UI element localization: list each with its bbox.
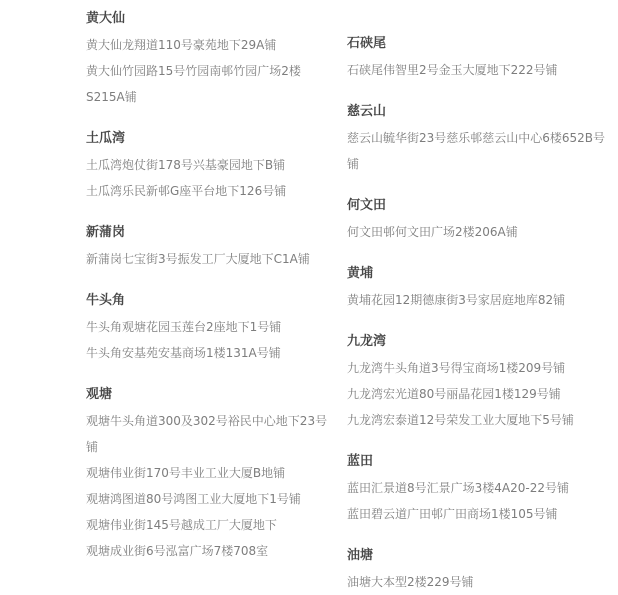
- district-section: [347, 99, 613, 177]
- district-section: [347, 543, 613, 595]
- district-section: [347, 329, 613, 433]
- district-heading: 石硖尾: [347, 36, 387, 51]
- address-list: [347, 219, 613, 245]
- district-heading: 九龙湾: [347, 334, 387, 349]
- district-heading: 新蒲岗: [86, 225, 126, 240]
- address-line: 何文田邨何文田广场2楼206A铺: [347, 225, 518, 239]
- district-heading: 土瓜湾: [86, 131, 126, 146]
- district-section: [86, 220, 334, 272]
- address-line: 观塘鸿图道80号鸿图工业大厦地下1号铺: [86, 492, 301, 506]
- address-list: [86, 408, 334, 564]
- address-line: 九龙湾宏泰道12号荣发工业大厦地下5号铺: [347, 413, 574, 427]
- district-section: [86, 288, 334, 366]
- district-heading: 油塘: [347, 548, 374, 563]
- address-line: 观塘伟业街170号丰业工业大厦B地铺: [86, 466, 286, 480]
- district-section: [347, 261, 613, 313]
- column-left: [86, 6, 334, 564]
- address-line: 黄大仙龙翔道110号豪苑地下29A铺: [86, 38, 277, 52]
- address-list: [86, 152, 334, 204]
- district-heading: 黄大仙: [86, 11, 126, 26]
- address-line: 观塘牛头角道300及302号裕民中心地下23号铺: [86, 414, 328, 454]
- address-list: [86, 246, 334, 272]
- address-list: [86, 32, 334, 110]
- address-list: [347, 475, 613, 527]
- district-section: [86, 382, 334, 564]
- address-line: 土瓜湾乐民新邨G座平台地下126号铺: [86, 184, 287, 198]
- address-list: [347, 125, 613, 177]
- district-section: [347, 31, 613, 83]
- address-line: 牛头角安基苑安基商场1楼131A号铺: [86, 346, 281, 360]
- district-section: [86, 6, 334, 110]
- address-line: 土瓜湾炮仗街178号兴基豪园地下B铺: [86, 158, 286, 172]
- address-line: 观塘成业街6号泓富广场7楼708室: [86, 544, 269, 558]
- column-right: [347, 6, 613, 595]
- district-heading: 牛头角: [86, 293, 126, 308]
- district-heading: 蓝田: [347, 454, 374, 469]
- address-line: 观塘伟业街145号越成工厂大厦地下: [86, 518, 277, 532]
- address-line: 慈云山毓华街23号慈乐邨慈云山中心6楼652B号铺: [347, 131, 606, 171]
- address-line: 蓝田汇景道8号汇景广场3楼4A20-22号铺: [347, 481, 569, 495]
- district-heading: 观塘: [86, 387, 113, 402]
- address-list: [347, 287, 613, 313]
- address-line: 新蒲岗七宝街3号振发工厂大厦地下C1A铺: [86, 252, 310, 266]
- address-line: 九龙湾宏光道80号丽晶花园1楼129号铺: [347, 387, 561, 401]
- address-list: [347, 355, 613, 433]
- address-list: [347, 57, 613, 83]
- district-heading: 慈云山: [347, 104, 387, 119]
- address-list: [86, 314, 334, 366]
- address-line: 蓝田碧云道广田邨广田商场1楼105号铺: [347, 507, 558, 521]
- district-heading: 何文田: [347, 198, 387, 213]
- address-line: 石硖尾伟智里2号金玉大厦地下222号铺: [347, 63, 558, 77]
- district-section: [347, 449, 613, 527]
- district-section: [347, 193, 613, 245]
- address-line: 九龙湾牛头角道3号得宝商场1楼209号铺: [347, 361, 566, 375]
- address-line: 牛头角观塘花园玉莲台2座地下1号铺: [86, 320, 282, 334]
- address-line: 黄大仙竹园路15号竹园南邨竹园广场2楼S215A铺: [86, 64, 301, 104]
- address-line: 黄埔花园12期德康街3号家居庭地库82铺: [347, 293, 566, 307]
- district-heading: 黄埔: [347, 266, 374, 281]
- address-line: 油塘大本型2楼229号铺: [347, 575, 474, 589]
- address-list: [347, 569, 613, 595]
- district-section: [86, 126, 334, 204]
